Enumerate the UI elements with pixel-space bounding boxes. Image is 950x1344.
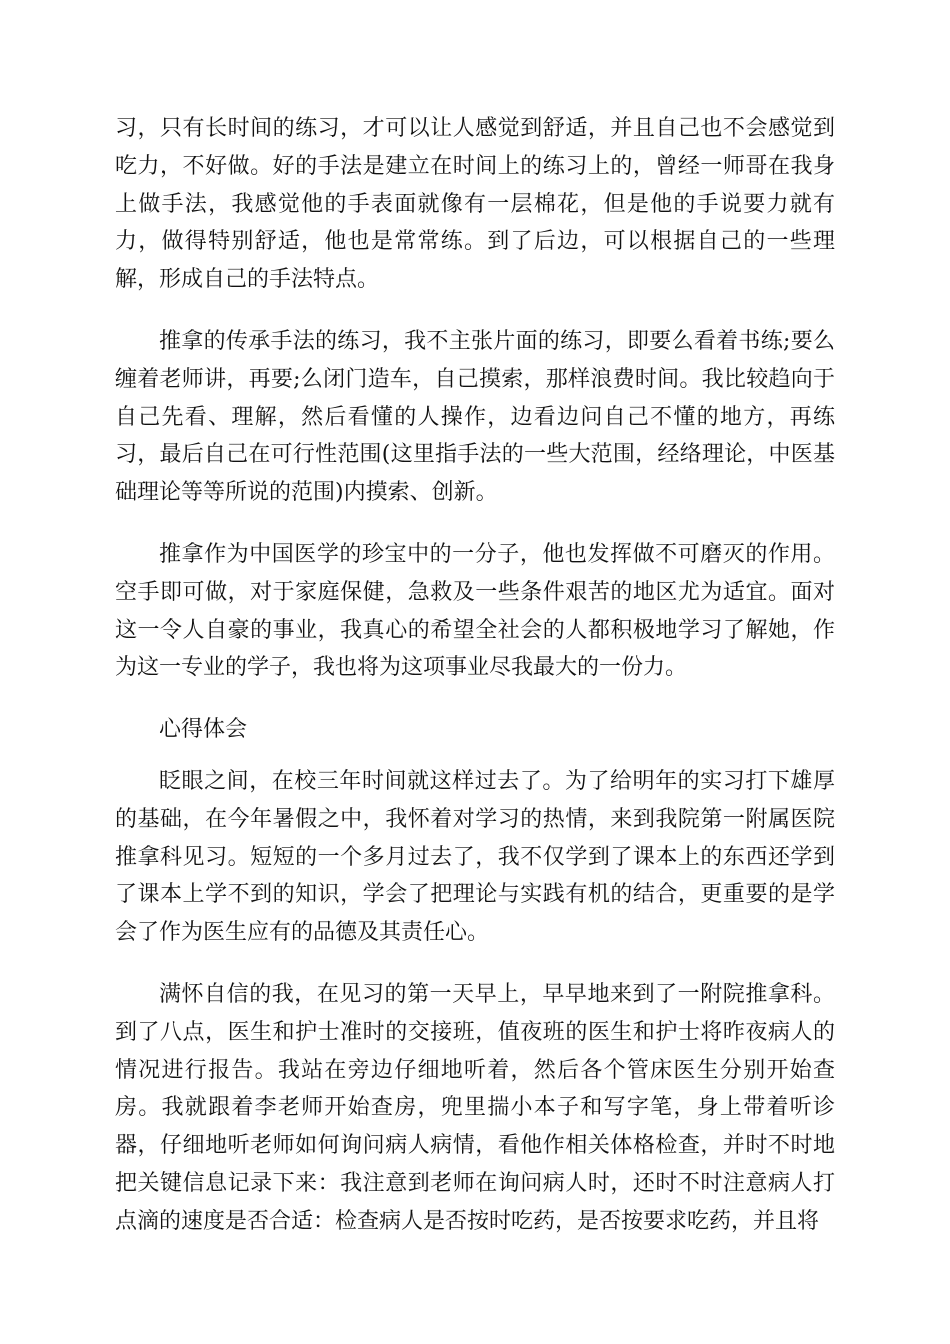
paragraph-3: 推拿作为中国医学的珍宝中的一分子，他也发挥做不可磨灭的作用。空手即可做，对于家庭保健，急救及一些条件艰苦的地区尤为适宜。面对这一令人自豪的事业，我真心的希望全社会的人都积极地学习了解她，作为这一专业的学子，我也将为这项事业尽我最大的一份力。: [115, 541, 835, 681]
paragraph-1: 习，只有长时间的练习，才可以让人感觉到舒适，并且自己也不会感觉到吃力，不好做。好的手法是建立在时间上的练习上的，曾经一师哥在我身上做手法，我感觉他的手表面就像有一层棉花，但是他的手说要力就有力，做得特别舒适，他也是常常练。到了后边，可以根据自己的一些理解，形成自己的手法特点。: [115, 116, 835, 293]
document-body: [115, 110, 835, 1265]
paragraph-4: 眨眼之间，在校三年时间就这样过去了。为了给明年的实习打下雄厚的基础，在今年暑假之中，我怀着对学习的热情，来到我院第一附属医院推拿科见习。短短的一个多月过去了，我不仅学到了课本上的东西还学到了课本上学不到的知识，学会了把理论与实践有机的结合，更重要的是学会了作为医生应有的品德及其责任心。: [115, 768, 835, 946]
paragraph-5: 满怀自信的我，在见习的第一天早上，早早地来到了一附院推拿科。到了八点，医生和护士准时的交接班，值夜班的医生和护士将昨夜病人的情况进行报告。我站在旁边仔细地听着，然后各个管床医生分别开始查房。我就跟着李老师开始查房，兜里揣小本子和写字笔，身上带着听诊器，仔细地听老师如何询问病人病情，看他作相关体格检查，并时不时地把关键信息记录下来：我注意到老师在询问病人时，还时不时注意病人打点滴的速度是否合适：检查病人是否按时吃药，是否按要求吃药，并且将: [115, 981, 835, 1234]
section-heading: 心得体会: [159, 717, 248, 743]
paragraph-2: 推拿的传承手法的练习，我不主张片面的练习，即要么看着书练;要么缠着老师讲，再要;么闭门造车，自己摸索，那样浪费时间。我比较趋向于自己先看、理解，然后看懂的人操作，边看边问自己不懂的地方，再练习，最后自己在可行性范围(这里指手法的一些大范围，经络理论，中医基础理论等等所说的范围)内摸索、创新。: [115, 328, 835, 506]
